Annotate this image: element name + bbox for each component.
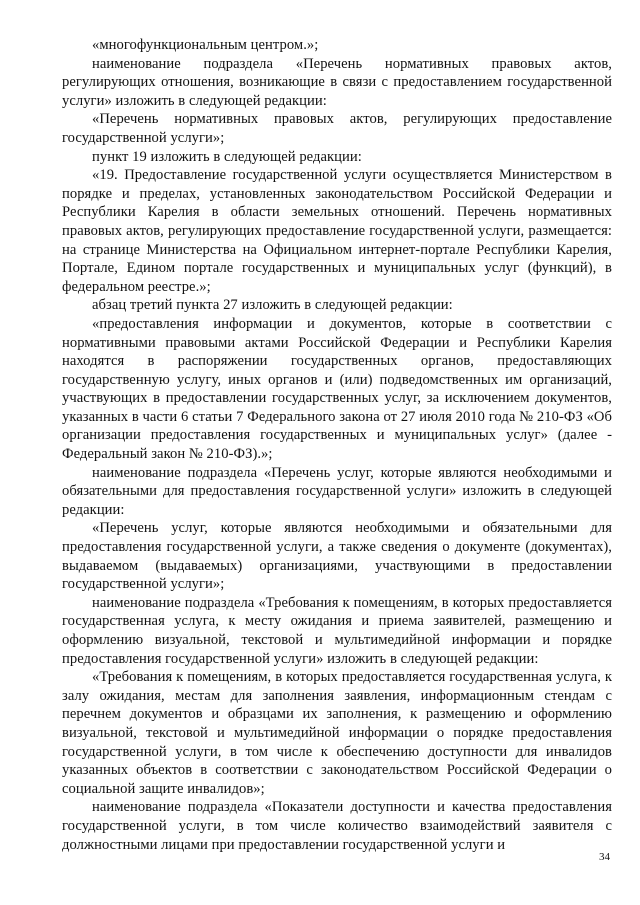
paragraph-8: наименование подраздела «Перечень услуг, которые являются необходимыми и обязательными для предоставления государственной услуги» изложить в следующей редакции: bbox=[62, 464, 612, 518]
paragraph-3: «Перечень нормативных правовых актов, регулирующих предоставление государственной услуги»; bbox=[62, 111, 612, 146]
paragraph-7: «предоставления информации и документов, которые в соответствии с нормативными правовыми актами Российской Федерации и Республики Карелия находятся в распоряжении государственных органов, предоставляющих государственную услугу, иных органов и (или) подведомственных им организаций, участвующих в предоставлении государственных услуг, за исключением документов, указанных в части 6 статьи 7 Федерального закона от 27 июля 2010 года № 210-ФЗ «Об организации предоставления государственных и муниципальных услуг» (далее - Федеральный закон № 210-ФЗ).»; bbox=[62, 315, 612, 463]
page-number: 34 bbox=[599, 851, 610, 863]
paragraph-5: «19. Предоставление государственной услуги осуществляется Министерством в порядке и пределах, установленных законодательством Российской Федерации и Республики Карелия в области земельных отношений. Перечень нормативных правовых актов, регулирующих предоставление государственной услуги, размещается: на странице Министерства на Официальном интернет-портале Республики Карелия, Портале, Едином портале государственных и муниципальных услуг (функций), в федеральном реестре.»; bbox=[62, 167, 612, 295]
paragraph-12: наименование подраздела «Показатели доступности и качества предоставления государственной услуги, в том числе количество взаимодействий заявителя с должностными лицами при предоставлении государственной услуги и bbox=[62, 799, 612, 853]
paragraph-9: «Перечень услуг, которые являются необходимыми и обязательными для предоставления государственной услуги, а также сведения о документе (документах), выдаваемом (выдаваемых) организациями, участвующими в предоставлении государственной услуги»; bbox=[62, 520, 612, 593]
paragraph-2: наименование подраздела «Перечень нормативных правовых актов, регулирующих отношения, возникающие в связи с предоставлением государственной услуги» изложить в следующей редакции: bbox=[62, 55, 612, 109]
paragraph-10: наименование подраздела «Требования к помещениям, в которых предоставляется государственная услуга, к месту ожидания и приема заявителей, размещению и оформлению визуальной, текстовой и мультимедийной информации и порядке предоставления государственной услуги» изложить в следующей редакции: bbox=[62, 594, 612, 667]
paragraph-4: пункт 19 изложить в следующей редакции: bbox=[92, 148, 362, 165]
paragraph-11: «Требования к помещениям, в которых предоставляется государственная услуга, к залу ожидания, местам для заполнения заявления, информационным стендам с перечнем документов и образцами их заполнения, к размещению и оформлению визуальной, текстовой и мультимедийной информации о порядке предоставления государственной услуги, в том числе к обеспечению доступности для инвалидов указанных объектов в соответствии с законодательством Российской Федерации о социальной защите инвалидов»; bbox=[62, 669, 612, 797]
paragraph-6: абзац третий пункта 27 изложить в следующей редакции: bbox=[92, 297, 453, 314]
paragraph-1: «многофункциональным центром.»; bbox=[92, 37, 319, 53]
